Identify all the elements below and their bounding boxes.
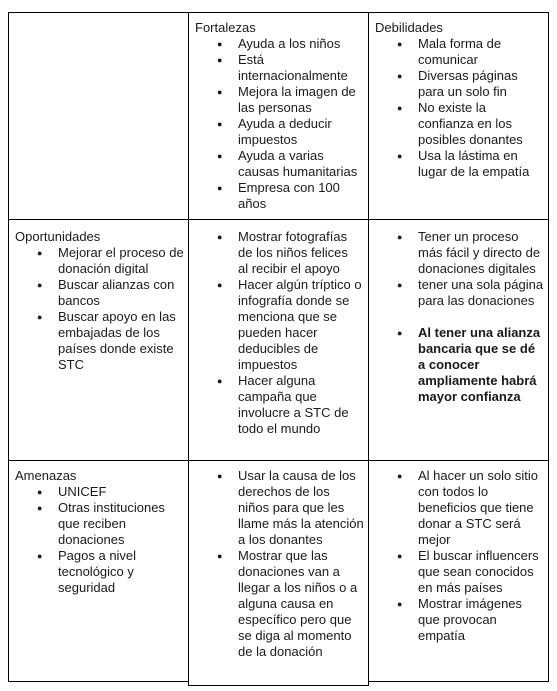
empty-corner-cell [8, 12, 189, 220]
list-item: ● Está internacionalmente [238, 52, 356, 84]
list-item: ● No existe la confianza en los posibles donantes [418, 100, 544, 148]
list-item: ● Hacer algún tríptico o infografía donde se menciona que se pueden hacer deducibles de impuestos [238, 277, 366, 373]
debilidades-cell [368, 12, 549, 220]
oportunidades-header: Oportunidades [15, 229, 101, 244]
fortalezas-list [238, 36, 364, 212]
list-item: ● Hacer alguna campaña que involucre a STC de todo el mundo [238, 373, 354, 437]
list-item: ● Al hacer un solo sitio con todos lo beneficios que tiene donar a STC será mejor [418, 468, 540, 548]
fortalezas-cell [188, 12, 369, 220]
fa-strategies-list [238, 468, 364, 660]
debilidades-list [418, 36, 544, 180]
list-item: ● Mala forma de comunicar [418, 36, 514, 68]
list-item: ● tener una sola página para las donaciones [418, 277, 544, 309]
list-item: ● Usar la causa de los derechos de los niños para que les llame más la atención a los donantes [238, 468, 364, 548]
fo-strategies-cell [188, 219, 369, 461]
list-item: ● Mejorar el proceso de donación digital [58, 245, 184, 277]
fa-strategies-cell [188, 460, 369, 686]
da-strategies-list [418, 468, 544, 644]
list-item: ● Mejora la imagen de las personas [238, 84, 364, 116]
amenazas-cell [8, 460, 189, 682]
list-item: ● Mostrar que las donaciones van a llegar a los niños o a alguna causa en específico pero que se diga al momento de la donación [238, 548, 364, 660]
do-strategies-list-bold [418, 325, 544, 405]
list-item: ● Mostrar imágenes que provocan empatía [418, 596, 530, 644]
oportunidades-cell [8, 219, 189, 461]
list-item: ● Diversas páginas para un solo fin [418, 68, 544, 100]
list-item: ● Ayuda a los niños [238, 36, 364, 52]
amenazas-header: Amenazas [15, 468, 77, 483]
list-item: ● Empresa con 100 años [238, 180, 348, 212]
fortalezas-header: Fortalezas [195, 20, 256, 35]
list-item: ● Usa la lástima en lugar de la empatía [418, 148, 544, 180]
list-item: ● Mostrar fotografías de los niños felices al recibir el apoyo [238, 229, 358, 277]
do-strategies-cell [368, 219, 549, 461]
list-item: ● El buscar influencers que sean conocidos en más países [418, 548, 544, 596]
amenazas-list [58, 484, 174, 596]
do-strategies-list [418, 229, 544, 309]
list-item: ● Ayuda a varias causas humanitarias [238, 148, 364, 180]
list-item: ● Al tener una alianza bancaria que se dé a conocer ampliamente habrá mayor confianza [418, 325, 544, 405]
list-item: ● Buscar apoyo en las embajadas de los países donde existe STC [58, 309, 184, 373]
fo-strategies-list [238, 229, 366, 437]
list-item: ● Tener un proceso más fácil y directo de donaciones digitales [418, 229, 544, 277]
list-item: ● Buscar alianzas con bancos [58, 277, 184, 309]
debilidades-header: Debilidades [375, 20, 443, 35]
list-item: ● UNICEF [58, 484, 174, 500]
oportunidades-list [58, 245, 184, 373]
list-item: ● Otras instituciones que reciben donaciones [58, 500, 174, 548]
da-strategies-cell [368, 460, 549, 682]
list-item: ● Ayuda a deducir impuestos [238, 116, 364, 148]
list-item: ● Pagos a nivel tecnológico y seguridad [58, 548, 174, 596]
